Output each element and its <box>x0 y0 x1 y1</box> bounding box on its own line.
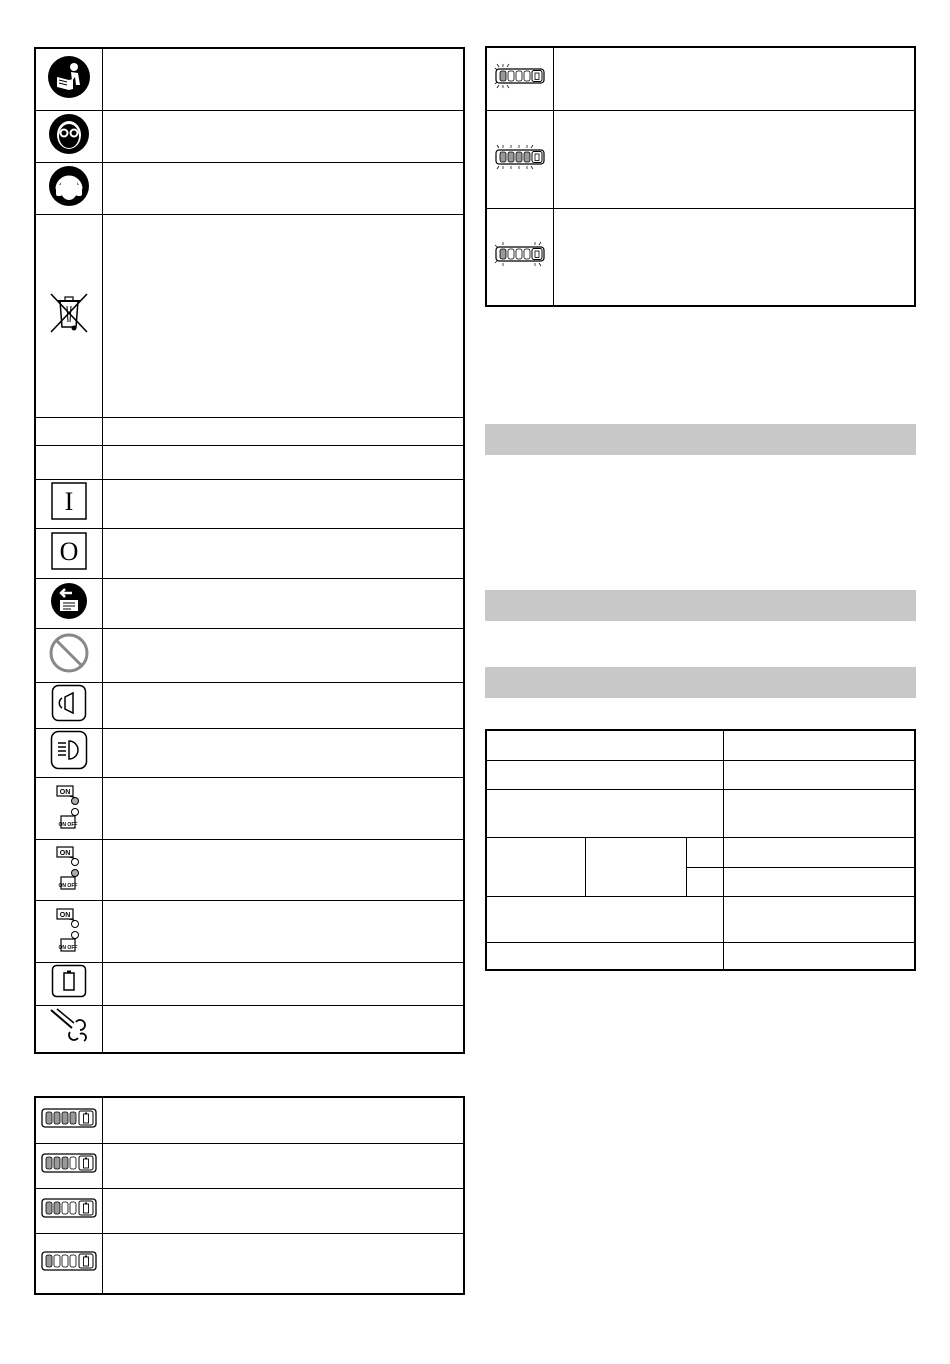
spec-value <box>724 867 915 896</box>
battery-level-description <box>103 1188 465 1233</box>
battery-segment <box>46 1255 52 1267</box>
symbol-description <box>103 839 465 900</box>
table-row <box>486 47 915 110</box>
table-row <box>486 942 915 970</box>
symbol-description <box>103 479 465 528</box>
eye-protection-icon <box>48 113 90 155</box>
battery-icon <box>51 964 87 998</box>
ear-protection-icon <box>48 165 90 207</box>
section-heading-bar <box>485 667 916 698</box>
table-row <box>35 1005 464 1053</box>
spec-sublabel <box>586 837 687 896</box>
on-off-label: ON OFF <box>58 944 78 951</box>
spec-value <box>724 896 915 942</box>
symbol-description <box>103 445 465 479</box>
table-row <box>486 730 915 760</box>
symbol-description <box>103 48 465 110</box>
battery-level-3-icon <box>41 1152 97 1174</box>
on-off-indicator-icon <box>55 843 83 891</box>
spec-label <box>486 942 724 970</box>
table-row <box>35 628 464 682</box>
on-label: ON <box>59 788 71 796</box>
on-off-indicator-icon <box>55 782 83 830</box>
battery-level-description <box>103 1097 465 1143</box>
loose-parts-icon <box>48 1006 90 1046</box>
table-row <box>35 962 464 1005</box>
battery-ends-flashing-icon <box>491 239 549 269</box>
battery-flashing-description <box>554 47 916 110</box>
battery-segment <box>46 1157 52 1169</box>
table-row <box>35 479 464 528</box>
on-position-icon <box>51 482 87 520</box>
symbol-description <box>103 962 465 1005</box>
battery-flashing-description <box>554 110 916 208</box>
spec-unit <box>686 837 724 867</box>
table-row <box>35 1233 464 1294</box>
spec-value <box>724 942 915 970</box>
symbol-description <box>103 682 465 728</box>
table-row <box>35 777 464 839</box>
table-row <box>486 837 915 867</box>
on-label: ON <box>59 850 71 857</box>
table-row <box>486 110 915 208</box>
battery-segment <box>70 1157 76 1169</box>
symbol-description <box>103 214 465 417</box>
battery-segment <box>46 1202 52 1214</box>
spec-label <box>486 837 586 896</box>
prohibited-icon <box>48 632 90 674</box>
table-row <box>35 578 464 628</box>
on-off-indicator-icon <box>55 905 83 953</box>
remove-battery-icon <box>50 582 88 620</box>
table-row <box>35 900 464 962</box>
battery-level-1-icon <box>41 1250 97 1272</box>
table-row <box>35 839 464 900</box>
table-row <box>35 417 464 445</box>
symbol-description <box>103 528 465 578</box>
symbol-description <box>103 900 465 962</box>
symbol-description <box>103 417 465 445</box>
symbol-description <box>103 110 465 162</box>
on-off-label: ON OFF <box>58 883 78 889</box>
table-row <box>486 760 915 789</box>
table-row <box>35 528 464 578</box>
table-row <box>35 214 464 417</box>
battery-segment <box>70 1202 76 1214</box>
table-row <box>35 1097 464 1143</box>
table-row <box>486 789 915 837</box>
symbol-description <box>103 628 465 682</box>
battery-segment <box>46 1112 52 1124</box>
battery-all-flashing-icon <box>491 142 549 172</box>
spec-value <box>724 837 915 867</box>
crossed-out-wheelie-bin-icon <box>48 291 90 335</box>
on-off-label: ON OFF <box>58 821 78 828</box>
spec-value <box>724 789 915 837</box>
table-row <box>35 48 464 110</box>
table-row <box>486 896 915 942</box>
table-row <box>35 728 464 777</box>
battery-segment <box>54 1255 60 1267</box>
headlight-icon <box>50 730 88 770</box>
battery-flashing-description <box>554 208 916 306</box>
spec-label <box>486 789 724 837</box>
table-row <box>35 1143 464 1188</box>
section-heading-bar <box>485 590 916 621</box>
read-manual-icon <box>47 55 91 99</box>
battery-segment <box>54 1202 60 1214</box>
specifications-table <box>485 729 916 971</box>
table-row <box>35 110 464 162</box>
battery-level-description <box>103 1143 465 1188</box>
battery-segment <box>70 1112 76 1124</box>
table-row <box>486 208 915 306</box>
table-row <box>35 1188 464 1233</box>
battery-levels-table <box>34 1096 465 1295</box>
symbol-description <box>103 1005 465 1053</box>
spec-value <box>724 730 915 760</box>
off-position-glyph: O <box>59 536 79 566</box>
symbol-description <box>103 578 465 628</box>
symbol-description <box>103 728 465 777</box>
on-position-glyph: I <box>64 487 74 516</box>
battery-segment <box>62 1112 68 1124</box>
spec-label <box>486 896 724 942</box>
spec-value <box>724 760 915 789</box>
horn-icon <box>51 684 87 722</box>
battery-segment <box>70 1255 76 1267</box>
table-row <box>35 162 464 214</box>
symbols-table <box>34 47 465 1054</box>
off-position-icon <box>51 532 87 570</box>
battery-level-1-flashing-icon <box>491 62 549 90</box>
spec-label <box>486 760 724 789</box>
battery-segment <box>54 1157 60 1169</box>
battery-segment <box>62 1255 68 1267</box>
section-heading-bar <box>485 424 916 455</box>
battery-level-description <box>103 1233 465 1294</box>
battery-flashing-table <box>485 46 916 307</box>
table-row <box>35 682 464 728</box>
spec-label <box>486 730 724 760</box>
symbol-description <box>103 162 465 214</box>
battery-segment <box>62 1202 68 1214</box>
spec-unit <box>686 867 724 896</box>
battery-level-2-icon <box>41 1197 97 1219</box>
symbol-description <box>103 777 465 839</box>
on-label: ON <box>59 911 71 919</box>
table-row <box>35 445 464 479</box>
battery-level-4-icon <box>41 1107 97 1129</box>
battery-segment <box>62 1157 68 1169</box>
battery-segment <box>54 1112 60 1124</box>
